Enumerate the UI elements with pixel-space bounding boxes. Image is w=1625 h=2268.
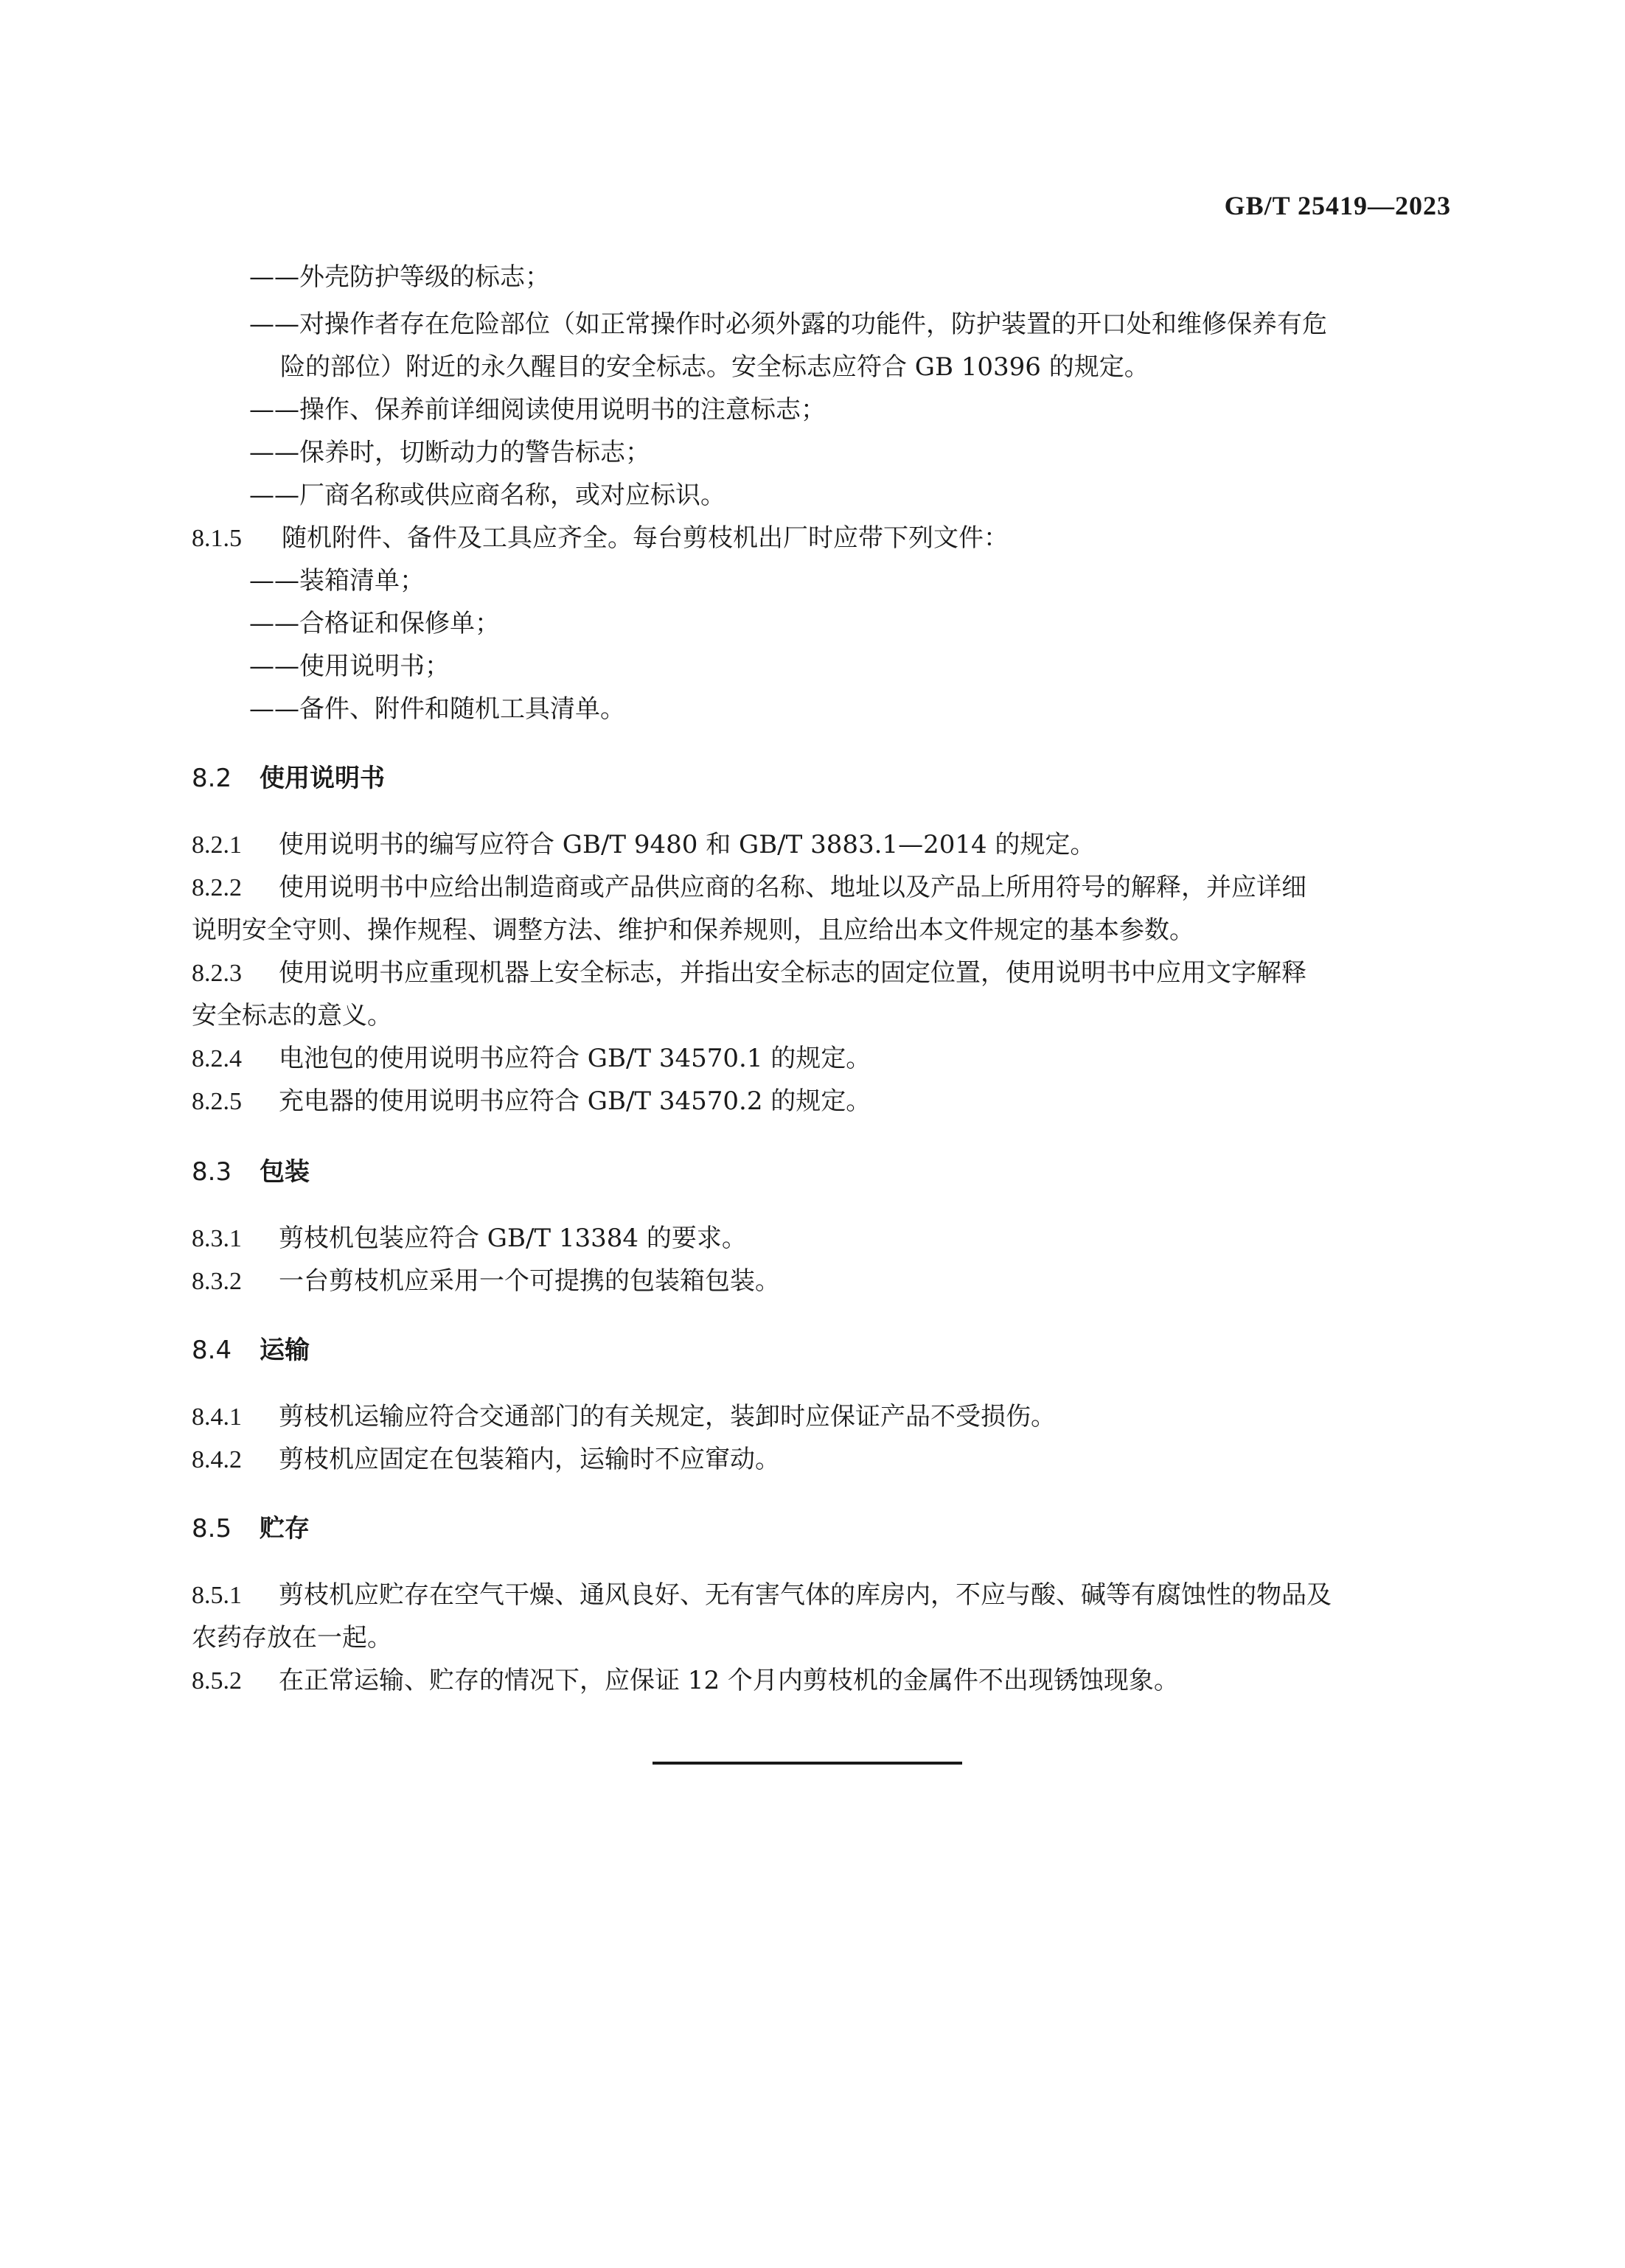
document-code: GB/T 25419—2023 [1224, 191, 1451, 220]
clause-8-3-1 [192, 1224, 747, 1254]
clause-text: 随机附件、备件及工具应齐全。每台剪枝机出厂时应带下列文件： [282, 523, 1009, 553]
clause-text: 剪枝机运输应符合交通部门的有关规定，装卸时应保证产品不受损伤。 [279, 1402, 1056, 1431]
document-list-item: ——备件、附件和随机工具清单。 [249, 694, 625, 724]
clause-number: 8.5.2 [192, 1667, 242, 1695]
clause-continuation: 安全标志的意义。 [192, 1001, 392, 1030]
clause-text: 一台剪枝机应采用一个可提携的包装箱包装。 [279, 1266, 780, 1296]
clause-number: 8.2.3 [192, 960, 242, 987]
clause-continuation: 农药存放在一起。 [192, 1623, 392, 1653]
clause-number: 8.5.1 [192, 1582, 242, 1609]
section-number: 8.3 [192, 1157, 232, 1187]
clause-8-4-1 [192, 1402, 1056, 1432]
clause-continuation: 说明安全守则、操作规程、调整方法、维护和保养规则，且应给出本文件规定的基本参数。 [192, 915, 1194, 945]
clause-text: 剪枝机应固定在包装箱内，运输时不应窜动。 [279, 1445, 780, 1474]
clause-8-5-1 [192, 1580, 1332, 1611]
clause-text: 剪枝机应贮存在空气干燥、通风良好、无有害气体的库房内，不应与酸、碱等有腐蚀性的物品及 [279, 1580, 1332, 1610]
clause-text: 充电器的使用说明书应符合 GB/T 34570.2 的规定。 [279, 1086, 871, 1116]
clause-8-1-5 [192, 523, 1009, 554]
clause-number: 8.2.4 [192, 1045, 242, 1072]
section-heading-8-4 [192, 1336, 310, 1365]
clause-text: 电池包的使用说明书应符合 GB/T 34570.1 的规定。 [279, 1044, 871, 1073]
clause-text: 剪枝机包装应符合 GB/T 13384 的要求。 [279, 1224, 747, 1253]
clause-8-2-5 [192, 1086, 871, 1117]
end-of-document-rule [653, 1762, 962, 1765]
section-number: 8.5 [192, 1514, 232, 1543]
section-heading-8-2 [192, 764, 385, 793]
section-title: 运输 [260, 1336, 310, 1365]
section-number: 8.4 [192, 1336, 232, 1365]
clause-8-2-2 [192, 873, 1306, 903]
marking-item: ——对操作者存在危险部位（如正常操作时必须外露的功能件，防护装置的开口处和维修保养有危 [249, 310, 1327, 339]
clause-number: 8.2.5 [192, 1088, 242, 1115]
marking-item: ——操作、保养前详细阅读使用说明书的注意标志； [249, 395, 826, 425]
clause-number: 8.2.1 [192, 831, 242, 859]
section-title: 包装 [260, 1157, 310, 1187]
clause-8-2-4 [192, 1044, 871, 1074]
marking-item: ——外壳防护等级的标志； [249, 262, 550, 292]
clause-number: 8.3.1 [192, 1225, 242, 1252]
clause-number: 8.3.2 [192, 1268, 242, 1295]
clause-text: 使用说明书应重现机器上安全标志，并指出安全标志的固定位置，使用说明书中应用文字解释 [279, 958, 1306, 988]
section-heading-8-3 [192, 1157, 310, 1187]
clause-8-2-3 [192, 958, 1306, 988]
section-heading-8-5 [192, 1514, 310, 1543]
clause-8-4-2 [192, 1445, 780, 1475]
clause-8-3-2 [192, 1266, 780, 1297]
section-title: 使用说明书 [260, 764, 385, 793]
document-list-item: ——使用说明书； [249, 652, 450, 681]
section-number: 8.2 [192, 764, 232, 793]
clause-number: 8.2.2 [192, 874, 242, 901]
clause-number: 8.4.1 [192, 1403, 242, 1431]
clause-text: 使用说明书中应给出制造商或产品供应商的名称、地址以及产品上所用符号的解释，并应详细 [279, 873, 1306, 902]
section-title: 贮存 [260, 1514, 310, 1543]
marking-item: ——保养时，切断动力的警告标志； [249, 438, 650, 467]
document-list-item: ——装箱清单； [249, 566, 425, 596]
clause-8-5-2 [192, 1666, 1179, 1696]
marking-item: ——厂商名称或供应商名称，或对应标识。 [249, 481, 725, 510]
document-list-item: ——合格证和保修单； [249, 609, 500, 638]
clause-8-2-1 [192, 830, 1095, 860]
marking-item-continuation: 险的部位）附近的永久醒目的安全标志。安全标志应符合 GB 10396 的规定。 [280, 352, 1149, 382]
clause-text: 在正常运输、贮存的情况下，应保证 12 个月内剪枝机的金属件不出现锈蚀现象。 [279, 1666, 1179, 1695]
clause-number: 8.4.2 [192, 1446, 242, 1473]
clause-number: 8.1.5 [192, 525, 242, 552]
clause-text: 使用说明书的编写应符合 GB/T 9480 和 GB/T 3883.1—2014 的规定。 [279, 830, 1096, 859]
